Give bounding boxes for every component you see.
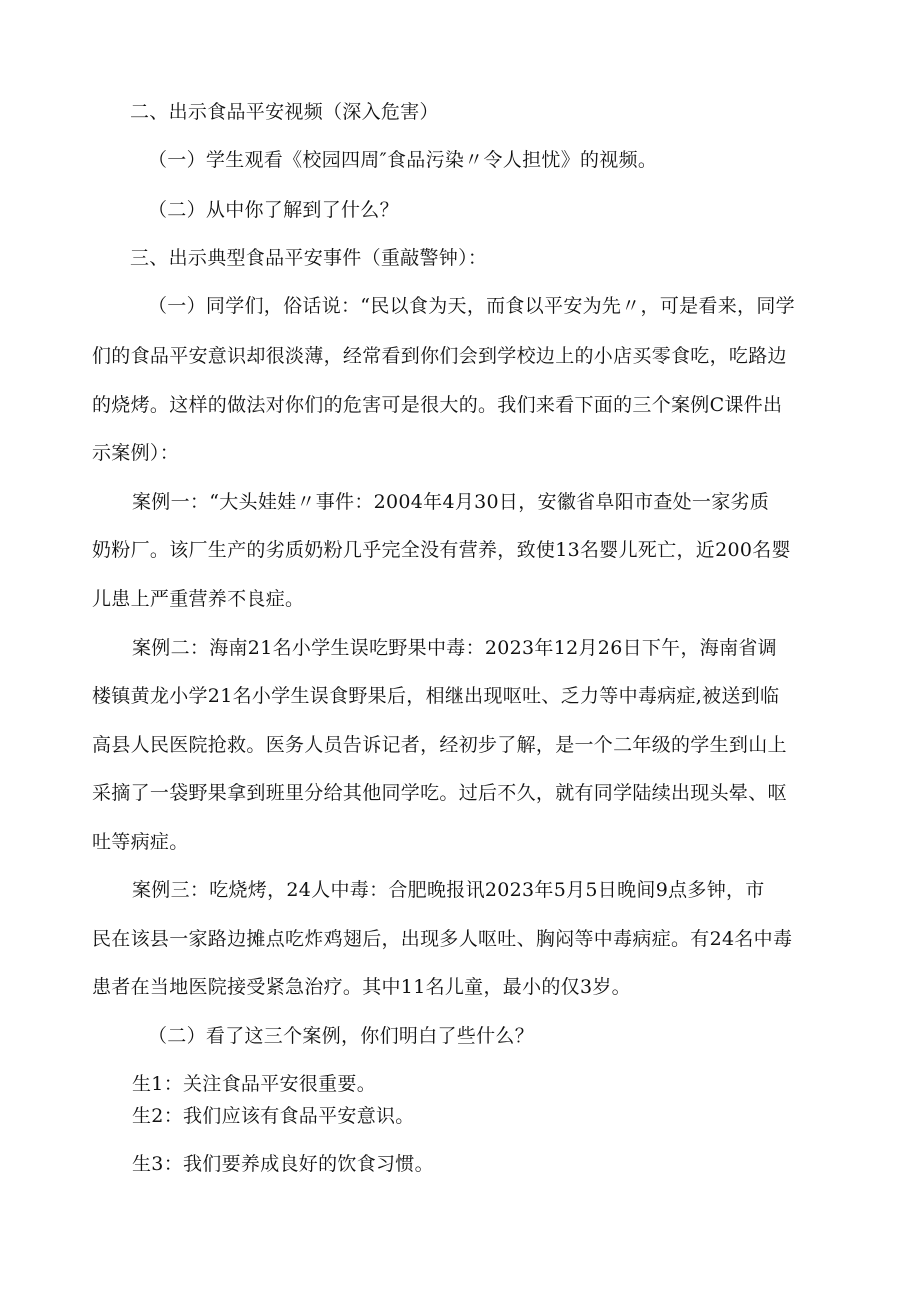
- case-1-line-1: 案例一：“大头娃娃〃事件：2004年4月30日，安徽省阜阳市查处一家劣质: [132, 491, 770, 513]
- case-1-line-2: 奶粉厂。该厂生产的劣质奶粉几乎完全没有营养，致使13名婴儿死亡，近200名婴: [92, 539, 791, 561]
- answer-2: 生2：我们应该有食品平安意识。: [132, 1105, 415, 1127]
- case-2-line-1: 案例二：海南21名小学生误吃野果中毒：2023年12月26日下午，海南省调: [132, 637, 777, 659]
- para-3-1-line-4: 示案例）：: [92, 442, 180, 464]
- answer-1: 生1：关注食品平安很重要。: [132, 1073, 376, 1095]
- item-3-2: （二）看了这三个案例，你们明白了些什么？: [148, 1025, 535, 1047]
- case-2-line-3: 高县人民医院抢救。医务人员告诉记者，经初步了解，是一个二年级的学生到山上: [92, 734, 787, 756]
- case-1-line-3: 儿患上严重营养不良症。: [92, 588, 305, 610]
- case-3-line-3: 患者在当地医院接受紧急治疗。其中11名儿童，最小的仅3岁。: [92, 976, 631, 998]
- para-3-1-line-3: 的烧烤。这样的做法对你们的危害可是很大的。我们来看下面的三个案例C课件出: [92, 394, 783, 416]
- case-3-line-2: 民在该县一家路边摊点吃炸鸡翅后，出现多人呕吐、胸闷等中毒病症。有24名中毒: [92, 928, 793, 950]
- para-3-1-line-1: （一）同学们，俗话说：“民以食为天，而食以平安为先〃，可是看来，同学: [148, 295, 795, 317]
- case-2-line-5: 吐等病症。: [92, 831, 189, 853]
- section-heading-2: 二、出示食品平安视频（深入危害）: [130, 101, 439, 123]
- item-2-2: （二）从中你了解到了什么？: [148, 199, 399, 221]
- section-heading-3: 三、出示典型食品平安事件（重敲警钟）：: [130, 247, 488, 269]
- answer-3: 生3：我们要养成良好的饮食习惯。: [132, 1153, 434, 1175]
- item-2-1: （一）学生观看《校园四周″食品污染〃令人担忧》的视频。: [148, 149, 658, 171]
- para-3-1-line-2: 们的食品平安意识却很淡薄，经常看到你们会到学校边上的小店买零食吃，吃路边: [92, 345, 787, 367]
- case-2-line-2: 楼镇黄龙小学21名小学生误食野果后，相继出现呕吐、乏力等中毒病症,被送到临: [92, 685, 780, 707]
- case-3-line-1: 案例三：吃烧烤，24人中毒：合肥晚报讯2023年5月5日晚间9点多钟，市: [132, 879, 765, 901]
- case-2-line-4: 采摘了一袋野果拿到班里分给其他同学吃。过后不久，就有同学陆续出现头晕、呕: [92, 782, 787, 804]
